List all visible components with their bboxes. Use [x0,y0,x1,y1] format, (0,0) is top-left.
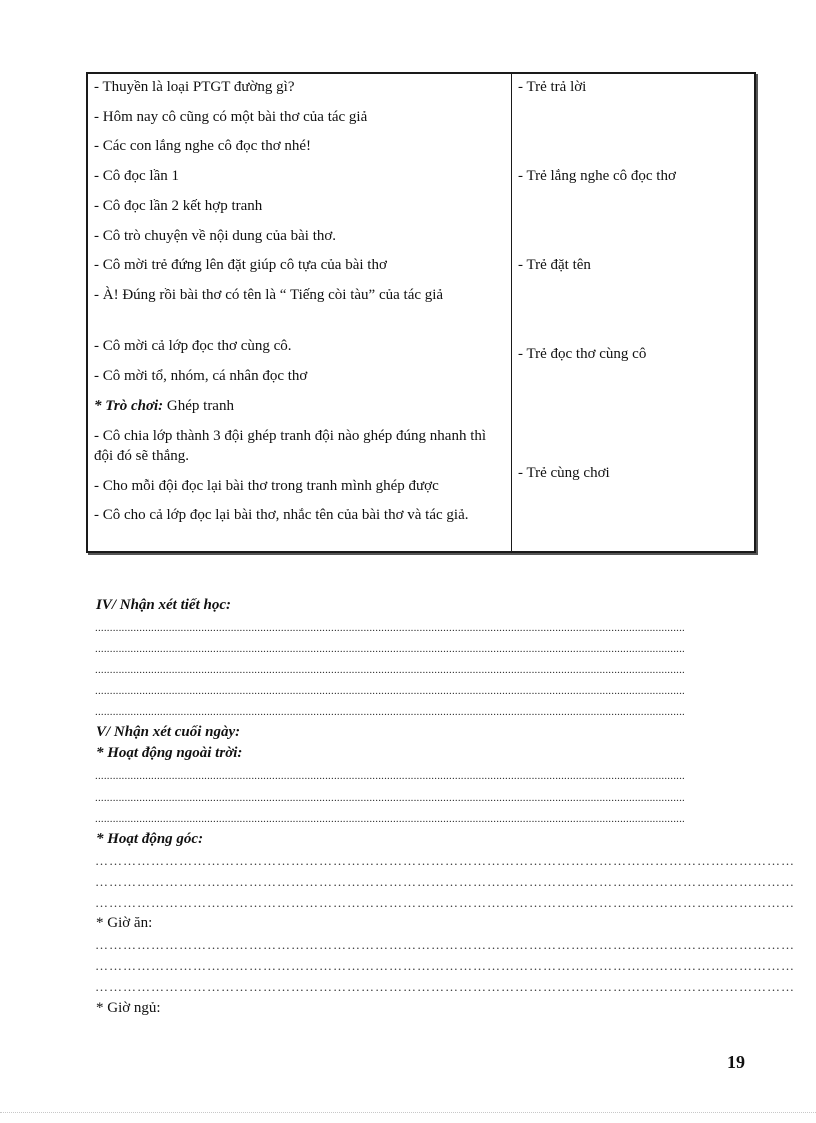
child-line: - Trẻ đọc thơ cùng cô [518,346,647,362]
ellipsis-line: …………………………………………………………………………………………………………………………………… [95,958,795,973]
ellipsis-line: …………………………………………………………………………………………………………………………………… [95,895,795,910]
child-line: - Trẻ đặt tên [518,257,591,273]
lesson-review-heading: IV/ Nhận xét tiết học: [96,597,232,613]
teacher-line: - Cô trò chuyện về nội dung của bài thơ. [94,228,337,244]
footer-divider [0,1112,816,1113]
day-review-heading: V/ Nhận xét cuối ngày: [96,724,241,740]
dotted-line: ........................................................................................................................................................................................................ [95,685,685,697]
teacher-activity-column [88,74,512,551]
meal-time-label: * Giờ ăn: [96,915,153,931]
dotted-line: ........................................................................................................................................................................................................ [95,792,685,804]
corner-activity-heading: * Hoạt động góc: [96,831,204,847]
game-line [94,396,234,416]
child-line: - Trẻ cùng chơi [518,465,610,481]
teacher-line: - Cho mỗi đội đọc lại bài thơ trong tranh mình ghép được [94,478,439,494]
page-number: 19 [727,1052,745,1072]
dotted-line: ........................................................................................................................................................................................................ [95,643,685,655]
ellipsis-line: …………………………………………………………………………………………………………………………………… [95,937,795,952]
dotted-line: ........................................................................................................................................................................................................ [95,813,685,825]
dotted-line: ........................................................................................................................................................................................................ [95,622,685,634]
teacher-line: - Cô mời tổ, nhóm, cá nhân đọc thơ [94,368,308,384]
nap-time-label: * Giờ ngủ: [96,1000,161,1016]
teacher-line: - À! Đúng rồi bài thơ có tên là “ Tiếng còi tàu” của tác giả [94,287,444,303]
teacher-line: - Cô đọc lần 2 kết hợp tranh [94,198,263,214]
child-line: - Trẻ lắng nghe cô đọc thơ [518,168,676,184]
teacher-line: - Thuyền là loại PTGT đường gì? [94,79,295,95]
ellipsis-line: …………………………………………………………………………………………………………………………………… [95,853,795,868]
outdoor-activity-heading: * Hoạt động ngoài trời: [96,745,243,761]
child-activity-column [512,74,754,551]
child-line: - Trẻ trả lời [518,79,587,95]
game-name: Ghép tranh [163,398,234,414]
game-label: * Trò chơi: [94,398,164,414]
ellipsis-line: …………………………………………………………………………………………………………………………………… [95,874,795,889]
teacher-line: - Cô đọc lần 1 [94,168,179,184]
dotted-line: ........................................................................................................................................................................................................ [95,706,685,718]
dotted-line: ........................................................................................................................................................................................................ [95,664,685,676]
teacher-line: - Cô mời trẻ đứng lên đặt giúp cô tựa của bài thơ [94,257,387,273]
teacher-line: - Cô chia lớp thành 3 đội ghép tranh đội nào ghép đúng nhanh thì đội đó sẽ thắng. [94,428,487,464]
lesson-activity-table [86,72,756,553]
dotted-line: ........................................................................................................................................................................................................ [95,770,685,782]
teacher-line: - Các con lắng nghe cô đọc thơ nhé! [94,138,312,154]
teacher-line: - Cô mời cả lớp đọc thơ cùng cô. [94,338,292,354]
ellipsis-line: …………………………………………………………………………………………………………………………………… [95,979,795,994]
teacher-line: - Hôm nay cô cũng có một bài thơ của tác giả [94,109,368,125]
teacher-line: - Cô cho cả lớp đọc lại bài thơ, nhắc tên của bài thơ và tác giả. [94,507,469,523]
